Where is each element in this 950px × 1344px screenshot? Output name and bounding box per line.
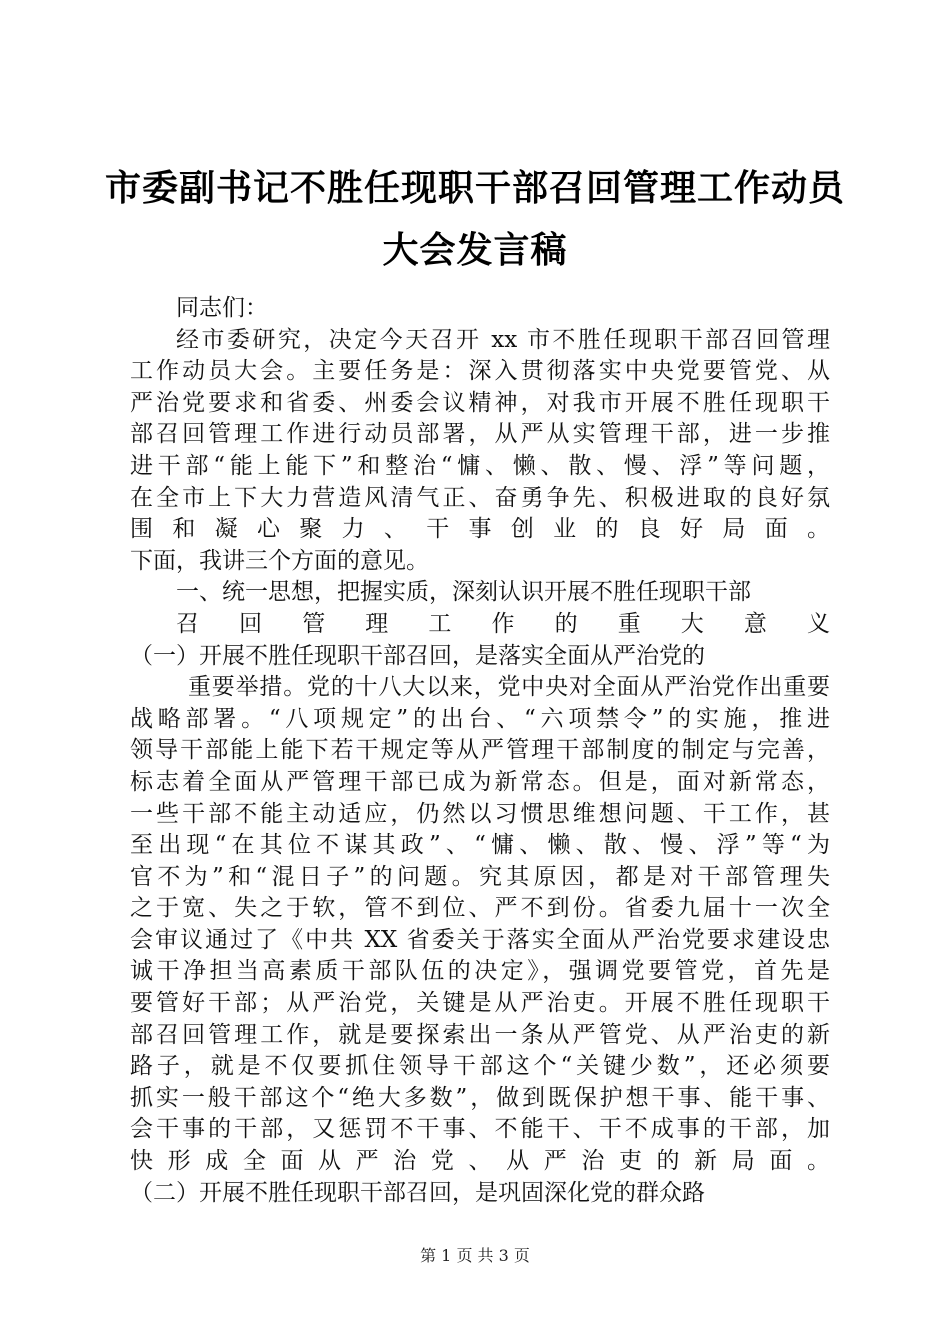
document-title-line-2: 大会发言稿 (382, 230, 568, 271)
body-line: 在全市上下大力营造风清气正、奋勇争先、积极进取的良好氛 (130, 484, 830, 511)
body-line: 经市委研究，决定今天召开 xx 市不胜任现职干部召回管理 (176, 326, 830, 353)
section-heading-line: 召回管理工作的重大意义 (176, 610, 830, 637)
subsection-line: 重要举措。党的十八大以来，党中央对全面从严治党作出重要 (188, 674, 830, 701)
salutation-line: 同志们： (176, 295, 268, 321)
body-line: 下面，我讲三个方面的意见。 (130, 547, 429, 574)
body-line: 战略部署。“八项规定”的出台、“六项禁令”的实施，推进 (130, 705, 830, 732)
document-title-line-1: 市委副书记不胜任现职干部召回管理工作动员 (104, 168, 845, 209)
body-line: 标志着全面从严管理干部已成为新常态。但是，面对新常态， (130, 768, 830, 795)
body-line: 部召回管理工作，就是要探索出一条从严管党、从严治吏的新 (130, 1021, 830, 1048)
body-line: 快形成全面从严治党、从严治吏的新局面。 (130, 1148, 830, 1175)
page-number-footer: 第 1 页 共 3 页 (420, 1246, 530, 1265)
body-line: 官不为”和“混日子”的问题。究其原因，都是对干部管理失 (130, 863, 830, 890)
body-line: 领导干部能上能下若干规定等从严管理干部制度的制定与完善， (130, 737, 830, 764)
section-heading-line: （一）开展不胜任现职干部召回，是落实全面从严治党的 (130, 642, 705, 669)
body-line: 围和凝心聚力、干事创业的良好局面。 (130, 516, 830, 543)
body-line: 至出现“在其位不谋其政”、“慵、懒、散、慢、浮”等“为 (130, 832, 830, 859)
body-line: 之于宽、失之于软，管不到位、严不到份。省委九届十一次全 (130, 895, 830, 922)
body-line: 会审议通过了《中共 XX 省委关于落实全面从严治党要求建设忠 (130, 926, 830, 953)
subsection-line (130, 1209, 830, 1241)
body-line: 部召回管理工作进行动员部署，从严从实管理干部，进一步推 (130, 421, 830, 448)
body-line: 诚干净担当高素质干部队伍的决定》，强调党要管党，首先是 (130, 958, 830, 985)
body-line: 严治党要求和省委、州委会议精神，对我市开展不胜任现职干 (130, 389, 830, 416)
body-line: 一、统一思想，把握实质，深刻认识开展不胜任现职干部 (176, 579, 751, 606)
body-line: 工作动员大会。主要任务是：深入贯彻落实中央党要管党、从 (130, 358, 830, 385)
body-line: 进干部“能上能下”和整治“慵、懒、散、慢、浮”等问题， (130, 452, 830, 479)
document-body (130, 293, 830, 1241)
body-line: 要管好干部；从严治党，关键是从严治吏。开展不胜任现职干 (130, 990, 830, 1017)
body-line: 路子，就是不仅要抓住领导干部这个“关键少数”，还必须要 (130, 1053, 830, 1080)
body-line: （二）开展不胜任现职干部召回，是巩固深化党的群众路 (130, 1179, 705, 1206)
body-line: 会干事的干部，又惩罚不干事、不能干、干不成事的干部，加 (130, 1116, 830, 1143)
body-line: 抓实一般干部这个“绝大多数”，做到既保护想干事、能干事、 (130, 1084, 830, 1111)
body-line: 一些干部不能主动适应，仍然以习惯思维想问题、干工作，甚 (130, 800, 830, 827)
